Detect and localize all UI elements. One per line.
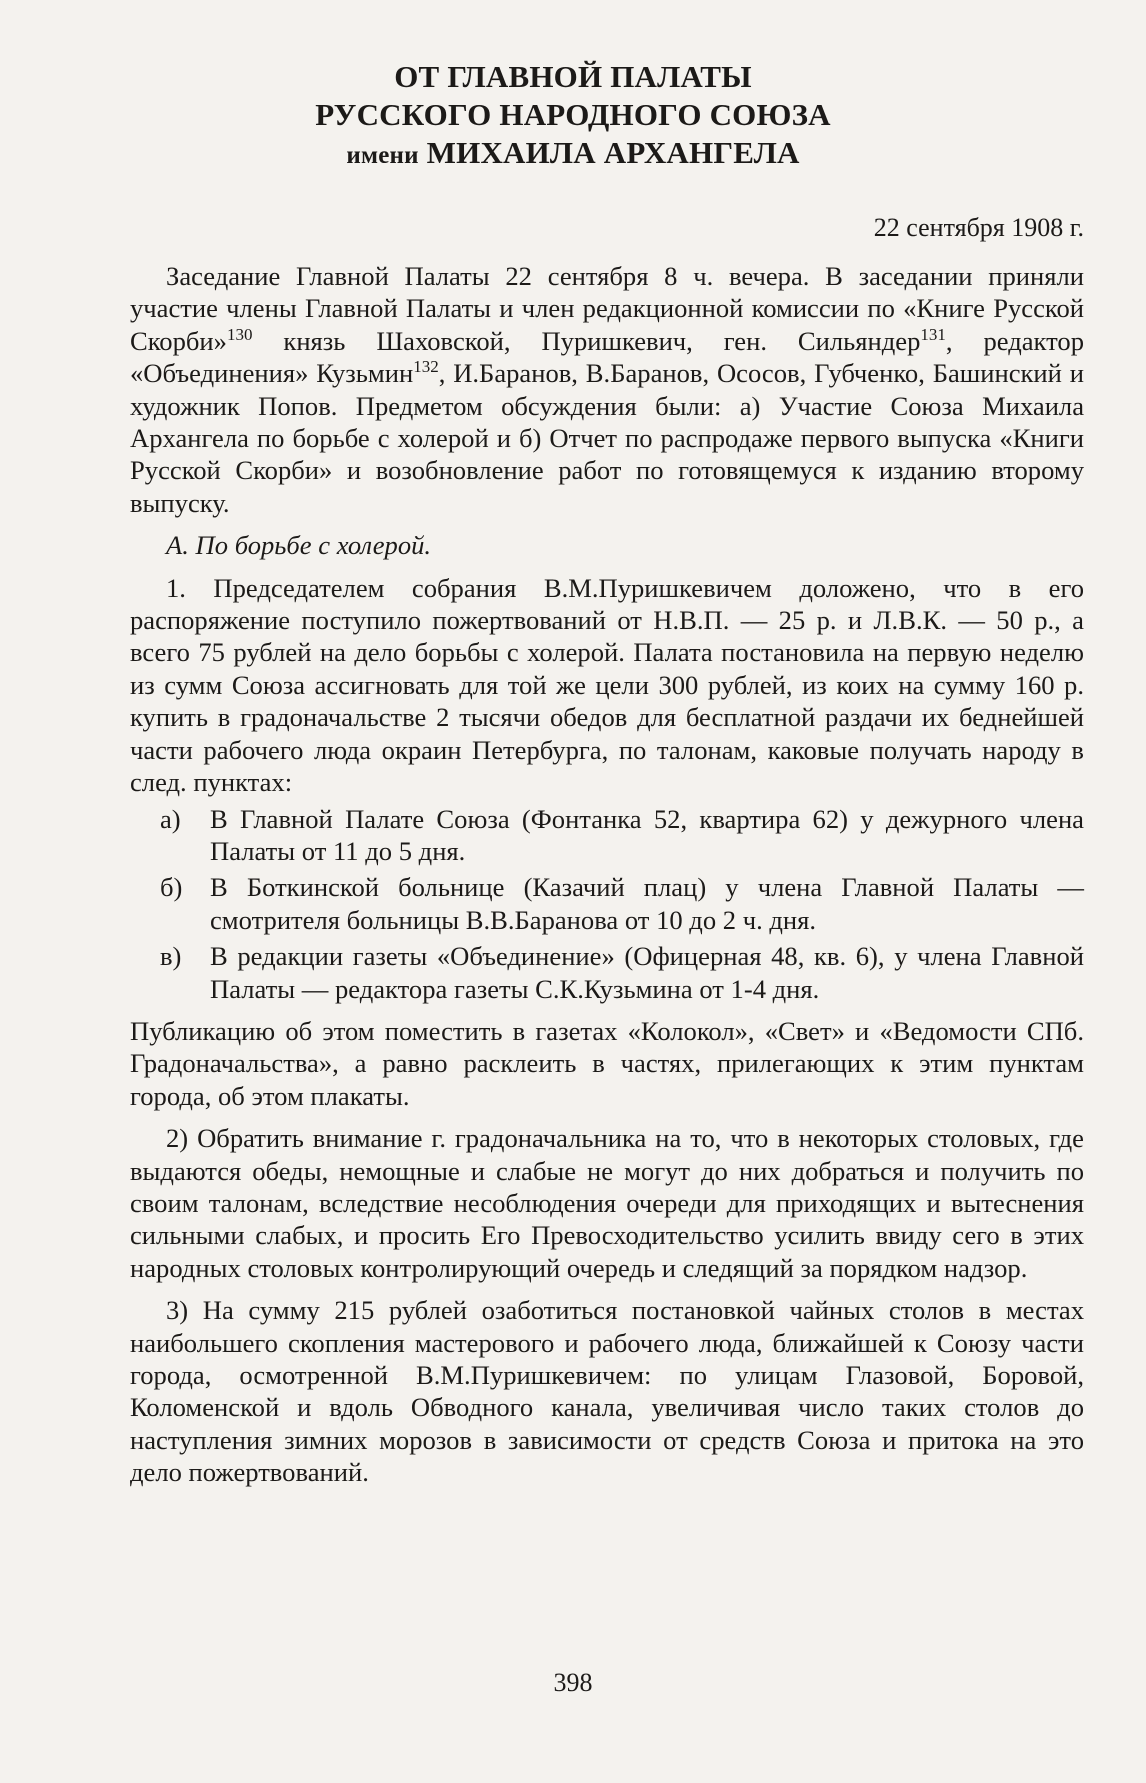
distribution-point-c [130,940,1084,1005]
item-3-paragraph: 3) На сумму 215 рублей озаботиться постановкой чайных столов в местах наибольшего скопления мастерового и рабочего люда, ближайшей к Союзу части города, осмотренной В.М.Пуришкевичем: по улицам Глазовой, Боровой, Коломенской и вдоль Обводного канала, увеличивая число таких столов до наступления зимних морозов в зависимости от средств Союза и притока на это дело пожертвований. [130,1295,1084,1488]
list-item-text: В Боткинской больнице (Казачий плац) у члена Главной Палаты — смотрителя больницы В.В.Баранова от 10 до 2 ч. дня. [210,872,1084,935]
intro-paragraph [130,260,1084,519]
intro-text-1: Заседание Главной Палаты 22 сентября 8 ч. вечера. В заседании приняли участие члены Главной Палаты и член редакционной комиссии по «Книге Русской Скорби» [130,261,1084,356]
document-heading [0,58,1146,175]
list-marker: б) [160,872,183,903]
distribution-point-b [130,871,1084,936]
heading-line-3-prefix: имени [346,142,419,169]
footnote-ref-131: 131 [920,324,946,344]
list-marker: а) [160,803,181,834]
footnote-ref-132: 132 [413,357,439,377]
distribution-point-a [130,803,1084,868]
intro-text-2: князь Шаховской, Пуришкевич, ген. Сильяндер [252,325,921,356]
list-item-text: В Главной Палате Союза (Фонтанка 52, квартира 62) у дежурного члена Палаты от 11 до 5 дня. [210,803,1084,866]
page-number: 398 [553,1668,593,1697]
list-marker: в) [160,941,182,972]
heading-line-1: ОТ ГЛАВНОЙ ПАЛАТЫ [394,59,752,94]
intro-text-4: , И.Баранов, В.Баранов, Ососов, Губченко, Башинский и художник Попов. Предметом обсуждения были: а) Участие Союза Михаила Архангела по борьбе с холерой и б) Отчет по распродаже первого выпуска «Книги Русской Скорби» и возобновление работ по готовящемуся к изданию второму выпуску. [130,358,1084,518]
intro-text-3: , редактор «Объединения» Кузьмин [130,325,1084,389]
item-2-paragraph: 2) Обратить внимание г. градоначальника на то, что в некоторых столовых, где выдаются обеды, немощные и слабые не могут до них добраться и получить по своим талонам, вследствие несоблюдения очереди для приходящих и вытеснения сильными слабых, и просить Его Превосходительство усилить ввиду сего в этих народных столовых контролирующий очередь и следящий за порядком надзор. [130,1123,1084,1283]
heading-line-3 [0,134,1146,175]
footnote-ref-130: 130 [226,324,253,344]
publication-paragraph: Публикацию об этом поместить в газетах «Колокол», «Свет» и «Ведомости СПб. Градоначальства», а равно расклеить в частях, прилегающих к этим пунктам города, об этом плакаты. [130,1015,1084,1111]
heading-line-2: РУССКОГО НАРОДНОГО СОЮЗА [315,97,831,132]
item-1-paragraph: 1. Председателем собрания В.М.Пуришкевичем доложено, что в его распоряжение поступило пожертвований от Н.В.П. — 25 р. и Л.В.К. — 50 р., а всего 75 рублей на дело борьбы с холерой. Палата постановила на первую неделю из сумм Союза ассигновать для той же цели 300 рублей, из коих на сумму 160 р. купить в градоначальстве 2 тысячи обедов для бесплатной раздачи их беднейшей части рабочего люда окраин Петербурга, по талонам, каковые получать народу в след. пунктах: [130,572,1084,798]
list-item-text: В редакции газеты «Объединение» (Офицерная 48, кв. 6), у члена Главной Палаты — редактора газеты С.К.Кузьмина от 1-4 дня. [210,941,1084,1004]
document-body [130,260,1084,1489]
heading-line-3-main: МИХАИЛА АРХАНГЕЛА [426,135,800,170]
document-date: 22 сентября 1908 г. [873,213,1084,242]
section-a-title: А. По борьбе с холерой. [166,530,432,561]
